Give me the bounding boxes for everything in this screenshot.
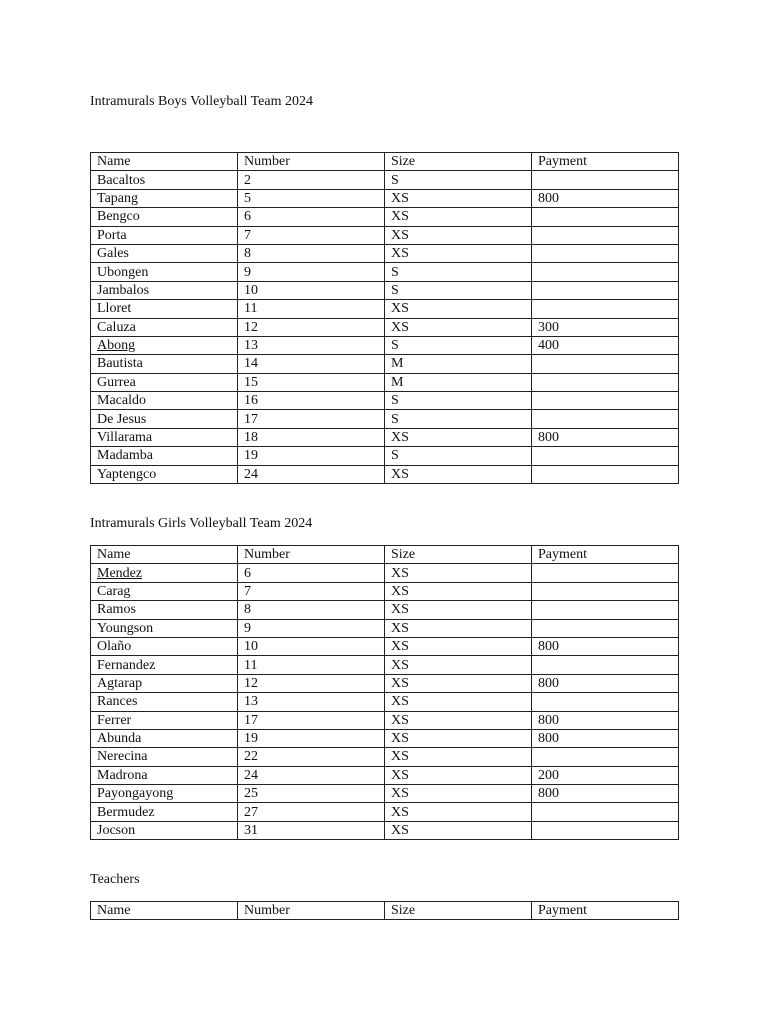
cell-name: Tapang bbox=[91, 189, 238, 207]
cell-payment bbox=[532, 803, 679, 821]
table-row bbox=[91, 226, 679, 244]
cell-size: XS bbox=[385, 564, 532, 582]
table-row bbox=[91, 637, 679, 655]
cell-size: XS bbox=[385, 729, 532, 747]
cell-size: XS bbox=[385, 619, 532, 637]
cell-size: S bbox=[385, 410, 532, 428]
table-row bbox=[91, 729, 679, 747]
cell-name: De Jesus bbox=[91, 410, 238, 428]
cell-name: Caluza bbox=[91, 318, 238, 336]
cell-name: Fernandez bbox=[91, 656, 238, 674]
teachers-header-row bbox=[91, 902, 679, 920]
cell-payment bbox=[532, 601, 679, 619]
cell-name: Carag bbox=[91, 582, 238, 600]
cell-payment: 800 bbox=[532, 785, 679, 803]
cell-number: 9 bbox=[238, 263, 385, 281]
table-row bbox=[91, 428, 679, 446]
cell-payment bbox=[532, 392, 679, 410]
cell-payment bbox=[532, 208, 679, 226]
table-row bbox=[91, 171, 679, 189]
table-row bbox=[91, 821, 679, 839]
cell-name: Ubongen bbox=[91, 263, 238, 281]
cell-payment bbox=[532, 281, 679, 299]
table-row bbox=[91, 766, 679, 784]
cell-name: Youngson bbox=[91, 619, 238, 637]
table-row bbox=[91, 244, 679, 262]
table-row bbox=[91, 693, 679, 711]
cell-name: Agtarap bbox=[91, 674, 238, 692]
cell-size: M bbox=[385, 373, 532, 391]
cell-payment bbox=[532, 821, 679, 839]
table-row bbox=[91, 465, 679, 483]
cell-size: XS bbox=[385, 428, 532, 446]
cell-name: Bacaltos bbox=[91, 171, 238, 189]
cell-number: 19 bbox=[238, 447, 385, 465]
cell-number: 13 bbox=[238, 693, 385, 711]
cell-number: 19 bbox=[238, 729, 385, 747]
cell-size: S bbox=[385, 263, 532, 281]
cell-number: 27 bbox=[238, 803, 385, 821]
cell-number: 12 bbox=[238, 674, 385, 692]
cell-name: Bermudez bbox=[91, 803, 238, 821]
cell-size: XS bbox=[385, 582, 532, 600]
cell-number: 16 bbox=[238, 392, 385, 410]
cell-name: Yaptengco bbox=[91, 465, 238, 483]
table-row bbox=[91, 619, 679, 637]
girls-header-row bbox=[91, 546, 679, 564]
table-row bbox=[91, 674, 679, 692]
cell-name: Jocson bbox=[91, 821, 238, 839]
column-header-name: Name bbox=[91, 546, 238, 564]
column-header-number: Number bbox=[238, 902, 385, 920]
cell-name: Jambalos bbox=[91, 281, 238, 299]
cell-name: Mendez bbox=[91, 564, 238, 582]
cell-size: S bbox=[385, 447, 532, 465]
cell-size: XS bbox=[385, 766, 532, 784]
cell-name: Gales bbox=[91, 244, 238, 262]
cell-name: Nerecina bbox=[91, 748, 238, 766]
cell-size: XS bbox=[385, 674, 532, 692]
cell-payment: 400 bbox=[532, 336, 679, 354]
cell-number: 9 bbox=[238, 619, 385, 637]
cell-name: Bautista bbox=[91, 355, 238, 373]
column-header-payment: Payment bbox=[532, 546, 679, 564]
cell-size: XS bbox=[385, 693, 532, 711]
table-row bbox=[91, 803, 679, 821]
cell-number: 8 bbox=[238, 601, 385, 619]
cell-payment: 800 bbox=[532, 674, 679, 692]
cell-name: Villarama bbox=[91, 428, 238, 446]
table-row bbox=[91, 263, 679, 281]
cell-payment: 300 bbox=[532, 318, 679, 336]
cell-payment: 800 bbox=[532, 428, 679, 446]
table-row bbox=[91, 601, 679, 619]
table-row bbox=[91, 656, 679, 674]
table-row bbox=[91, 748, 679, 766]
cell-name: Ramos bbox=[91, 601, 238, 619]
cell-name: Porta bbox=[91, 226, 238, 244]
cell-size: XS bbox=[385, 748, 532, 766]
boys-team-table bbox=[90, 152, 679, 484]
column-header-size: Size bbox=[385, 546, 532, 564]
cell-payment bbox=[532, 244, 679, 262]
cell-number: 7 bbox=[238, 582, 385, 600]
cell-size: XS bbox=[385, 244, 532, 262]
cell-size: XS bbox=[385, 226, 532, 244]
cell-size: XS bbox=[385, 637, 532, 655]
boys-team-title: Intramurals Boys Volleyball Team 2024 bbox=[90, 94, 313, 109]
cell-name: Gurrea bbox=[91, 373, 238, 391]
cell-size: XS bbox=[385, 803, 532, 821]
cell-size: M bbox=[385, 355, 532, 373]
cell-payment bbox=[532, 748, 679, 766]
cell-number: 25 bbox=[238, 785, 385, 803]
cell-number: 14 bbox=[238, 355, 385, 373]
table-row bbox=[91, 189, 679, 207]
cell-size: XS bbox=[385, 656, 532, 674]
column-header-size: Size bbox=[385, 153, 532, 171]
cell-payment bbox=[532, 226, 679, 244]
table-row bbox=[91, 336, 679, 354]
cell-payment bbox=[532, 300, 679, 318]
cell-name: Olaño bbox=[91, 637, 238, 655]
girls-team-title: Intramurals Girls Volleyball Team 2024 bbox=[90, 516, 313, 531]
cell-name: Ferrer bbox=[91, 711, 238, 729]
cell-size: XS bbox=[385, 300, 532, 318]
cell-name: Payongayong bbox=[91, 785, 238, 803]
table-row bbox=[91, 300, 679, 318]
cell-payment bbox=[532, 465, 679, 483]
table-row bbox=[91, 392, 679, 410]
cell-size: XS bbox=[385, 208, 532, 226]
table-row bbox=[91, 281, 679, 299]
table-row bbox=[91, 208, 679, 226]
cell-name: Abunda bbox=[91, 729, 238, 747]
column-header-name: Name bbox=[91, 902, 238, 920]
cell-number: 11 bbox=[238, 300, 385, 318]
cell-number: 18 bbox=[238, 428, 385, 446]
cell-size: XS bbox=[385, 465, 532, 483]
cell-number: 8 bbox=[238, 244, 385, 262]
cell-number: 17 bbox=[238, 711, 385, 729]
cell-payment bbox=[532, 263, 679, 281]
cell-name: Macaldo bbox=[91, 392, 238, 410]
cell-name: Abong bbox=[91, 336, 238, 354]
cell-size: XS bbox=[385, 189, 532, 207]
cell-payment bbox=[532, 582, 679, 600]
cell-payment bbox=[532, 355, 679, 373]
cell-size: S bbox=[385, 392, 532, 410]
table-row bbox=[91, 410, 679, 428]
cell-number: 6 bbox=[238, 564, 385, 582]
column-header-number: Number bbox=[238, 153, 385, 171]
cell-name: Rances bbox=[91, 693, 238, 711]
cell-payment: 800 bbox=[532, 711, 679, 729]
column-header-name: Name bbox=[91, 153, 238, 171]
cell-payment: 200 bbox=[532, 766, 679, 784]
table-row bbox=[91, 373, 679, 391]
cell-payment: 800 bbox=[532, 189, 679, 207]
cell-size: XS bbox=[385, 821, 532, 839]
cell-payment: 800 bbox=[532, 729, 679, 747]
cell-number: 7 bbox=[238, 226, 385, 244]
cell-number: 15 bbox=[238, 373, 385, 391]
cell-size: S bbox=[385, 336, 532, 354]
cell-number: 22 bbox=[238, 748, 385, 766]
cell-name: Lloret bbox=[91, 300, 238, 318]
column-header-payment: Payment bbox=[532, 153, 679, 171]
cell-number: 5 bbox=[238, 189, 385, 207]
cell-payment bbox=[532, 447, 679, 465]
cell-name: Madamba bbox=[91, 447, 238, 465]
cell-number: 10 bbox=[238, 637, 385, 655]
cell-number: 13 bbox=[238, 336, 385, 354]
table-row bbox=[91, 355, 679, 373]
cell-payment bbox=[532, 373, 679, 391]
cell-number: 2 bbox=[238, 171, 385, 189]
cell-number: 10 bbox=[238, 281, 385, 299]
cell-size: XS bbox=[385, 318, 532, 336]
girls-team-table bbox=[90, 545, 679, 840]
column-header-size: Size bbox=[385, 902, 532, 920]
table-row bbox=[91, 785, 679, 803]
cell-name: Bengco bbox=[91, 208, 238, 226]
cell-size: XS bbox=[385, 785, 532, 803]
cell-number: 17 bbox=[238, 410, 385, 428]
cell-payment bbox=[532, 656, 679, 674]
cell-size: S bbox=[385, 171, 532, 189]
teachers-title: Teachers bbox=[90, 872, 140, 887]
table-row bbox=[91, 711, 679, 729]
table-row bbox=[91, 564, 679, 582]
cell-number: 24 bbox=[238, 766, 385, 784]
cell-payment: 800 bbox=[532, 637, 679, 655]
cell-number: 6 bbox=[238, 208, 385, 226]
column-header-number: Number bbox=[238, 546, 385, 564]
boys-header-row bbox=[91, 153, 679, 171]
cell-name: Madrona bbox=[91, 766, 238, 784]
column-header-payment: Payment bbox=[532, 902, 679, 920]
cell-number: 24 bbox=[238, 465, 385, 483]
table-row bbox=[91, 318, 679, 336]
cell-number: 31 bbox=[238, 821, 385, 839]
cell-size: XS bbox=[385, 711, 532, 729]
cell-payment bbox=[532, 693, 679, 711]
cell-size: S bbox=[385, 281, 532, 299]
table-row bbox=[91, 447, 679, 465]
cell-payment bbox=[532, 619, 679, 637]
cell-payment bbox=[532, 171, 679, 189]
teachers-table bbox=[90, 901, 679, 920]
cell-number: 11 bbox=[238, 656, 385, 674]
cell-number: 12 bbox=[238, 318, 385, 336]
cell-size: XS bbox=[385, 601, 532, 619]
cell-payment bbox=[532, 564, 679, 582]
table-row bbox=[91, 582, 679, 600]
cell-payment bbox=[532, 410, 679, 428]
